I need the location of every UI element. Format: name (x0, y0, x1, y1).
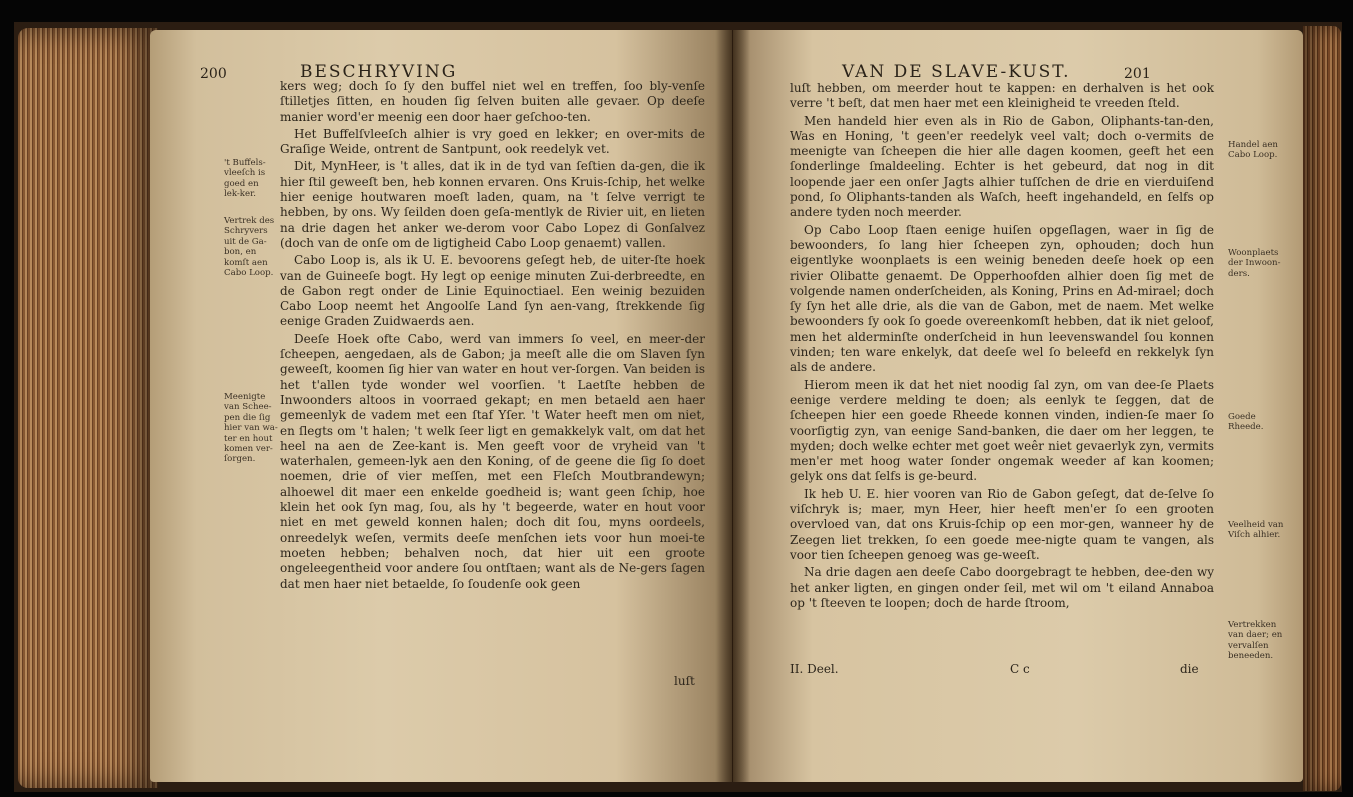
left-page-edges (18, 28, 158, 788)
left-margin-note-2: Vertrek des Schryvers uit de Ga-bon, en komſt aen Cabo Loop. (224, 216, 275, 279)
right-signature: II. Deel. (790, 662, 839, 676)
left-paragraph-1: kers weg; doch ſo ſy den buffel niet wel en treffen, ſoo bly-venſe ſtilletjes ſitten, en houden ſig ſelven buiten alle gevaer. Op deeſe manier word'er meenig een door haer geſchoo-ten. (280, 79, 705, 124)
right-margin-note-1: Handel aen Cabo Loop. (1228, 140, 1278, 161)
right-margin-note-4: Veelheid van Viſch alhier. (1228, 520, 1284, 541)
right-paragraph-5: Ik heb U. E. hier vooren van Rio de Gabon geſegt, dat de-ſelve ſo viſchryk is; maer, myn Heer, hier heeft men'er ſo een grooten overvloed van, dat ons Kruis-ſchip op een mor-gen, wanneer hy de Zeegen liet trekken, ſo een goede mee-nigte quam te vangen, als voor tien ſcheepen genoeg was ge-weeſt. (790, 486, 1214, 562)
right-paragraph-3: Op Cabo Loop ſtaen eenige huiſen opgeſlagen, waer in ſig de bewoonders, ſo lang hier ſcheepen zyn, ophouden; doch hun eigentlyke woonplaets is een weinig beneden deeſe hoek op een rivier Olibatte genaemt. De Opperhoofden alhier doen ſig met de volgende namen onderſcheiden, als Koning, Prins en Ad-mirael; doch ſy ſyn het alle drie, als die van de Gabon, met de naem. Met welke bewoonders ſy ook ſo goede overeenkomſt hebben, dat ik niet geloof, men het alderminſte onderſcheid in hun leevenswandel ſou konnen vinden; ten ware enkelyk, dat deeſe wel ſo beleefd en rekkelyk ſyn als de andere. (790, 222, 1214, 375)
right-text-column (790, 81, 1214, 613)
left-paragraph-2: Het Buffelſvleeſch alhier is vry goed en lekker; en over-mits de Graſige Weide, ontrent de Santpunt, ook reedelyk vet. (280, 126, 705, 157)
left-running-head: BESCHRYVING (300, 62, 458, 82)
left-paragraph-5: Deeſe Hoek ofte Cabo, werd van immers ſo veel, en meer-der ſcheepen, aengedaen, als de Gabon; ja meeſt alle die om Slaven ſyn geweeſt, koomen ſig hier van water en hout ver-ſorgen. Van beiden is het t'allen tyde wonder wel voorſien. 't Laetſte hebben de Inwoonders altoos in voorraed gekapt; en men betaeld aen haer gemeenlyk de vadem met een ſtaf Yſer. 't Water heeft men om niet, en ſlegts om 't halen; 't welk ſeer ligt en gemakkelyk valt, om dat het heel na aen de Zee-kant is. Men geeft voor de vryheid van 't waterhalen, gemeen-lyk aen den Koning, of de geene die ſig ſo doet noemen, drie of vier meſſen, met een Fleſch Moutbrandewyn; alhoewel dit maer een enkelde goedheid is; want geen ſchip, hoe klein het ook ſyn mag, ſou, als hy 't begeerde, water en hout voor niet en met geweld konnen halen; doch dit ſou, myns oordeels, onreedelyk weſen, vermits deeſe menſchen iets voor hun moei-te moeten hebben; behalven noch, dat hier uit een groote ongeleegentheid voor andere ſou ontſtaen; want als de Ne-gers ſagen dat men haer niet betaelde, ſo ſoudenſe ook geen (280, 331, 705, 591)
right-page-edges (1303, 26, 1341, 791)
left-text-column (280, 79, 705, 594)
right-signature-mark: C c (1010, 662, 1030, 676)
book-gutter (716, 30, 750, 782)
right-page-number: 201 (1124, 66, 1151, 82)
left-paragraph-3: Dit, MynHeer, is 't alles, dat ik in de tyd van ſeſtien da-gen, die ik hier ſtil geweeſt ben, heb konnen ervaren. Ons Kruis-ſchip, het welke hier eenige houtwaren moeſt laden, quam, na 't ſelve verrigt te hebben, by ons. Wy ſeilden doen geſa-mentlyk de Rivier uit, en lieten na drie dagen het anker we-derom voor Cabo Lopez di Gonſalvez (doch van de onſe om de ligtigheid Cabo Loop genaemt) vallen. (280, 159, 705, 250)
left-page-number: 200 (200, 66, 227, 82)
left-catchword: luſt (674, 674, 695, 688)
right-paragraph-6: Na drie dagen aen deeſe Cabo doorgebragt te hebben, dee-den wy het anker ligten, en gingen onder ſeil, met wil om 't eiland Annaboa op 't ſteeven te loopen; doch de harde ſtroom, (790, 565, 1214, 610)
right-margin-note-5: Vertrekken van daer; en vervalſen beneeden. (1228, 620, 1283, 662)
left-paragraph-4: Cabo Loop is, als ik U. E. bevoorens geſegt heb, de uiter-ſte hoek van de Guineeſe bogt. Hy legt op eenige minuten Zui-derbreedte, en de Gabon regt onder de Linie Equinoctiael. Een weinig bezuiden Cabo Loop neemt het Angoolſe Land ſyn aen-vang, ſtrekkende ſig eenige Graden Zuidwaerds aen. (280, 253, 705, 329)
right-paragraph-2: Men handeld hier even als in Rio de Gabon, Oliphants-tan-den, Was en Honing, 't geen'er reedelyk veel valt; doch o-vermits de meenigte van ſcheepen die hier alle dagen koomen, geeft het een ſonderlinge ſmaldeeling. Echter is het gebeurd, dat nog in dit loopende jaer een onſer Jagts alhier tuſſchen de drie en vierduiſend pond, ſo Oliphants-tanden als Waſch, heeft ingehandeld, en ſelfs op andere tyden noch meerder. (790, 113, 1214, 220)
right-running-head: VAN DE SLAVE-KUST. (842, 62, 1071, 82)
right-paragraph-1: luſt hebben, om meerder hout te kappen: en derhalven is het ook verre 't beſt, dat men haer met een kleinigheid te vreeden ſteld. (790, 81, 1214, 111)
left-margin-note-1: 't Buffels-vleeſch is goed en lek-ker. (224, 158, 266, 200)
right-catchword: die (1180, 662, 1199, 676)
right-paragraph-4: Hierom meen ik dat het niet noodig ſal zyn, om van dee-ſe Plaets eenige verdere melding te doen; als eenlyk te ſeggen, dat de ſcheepen hier een goede Rheede konnen vinden, indien-ſe maer ſo voorſigtig zyn, van eenige Sand-banken, die daer om her leggen, te myden; doch welke echter met goet weêr niet gevaerlyk zyn, vermits men'er met hoog water ſonder ongemak weeder af kan koomen; gelyk ons dat ſelfs is ge-beurd. (790, 377, 1214, 484)
right-margin-note-2: Woonplaets der Inwoon-ders. (1228, 248, 1281, 279)
right-margin-note-3: Goede Rheede. (1228, 412, 1264, 433)
left-margin-note-3: Meenigte van Schee-pen die ſig hier van wa-ter en hout komen ver-ſorgen. (224, 392, 278, 465)
